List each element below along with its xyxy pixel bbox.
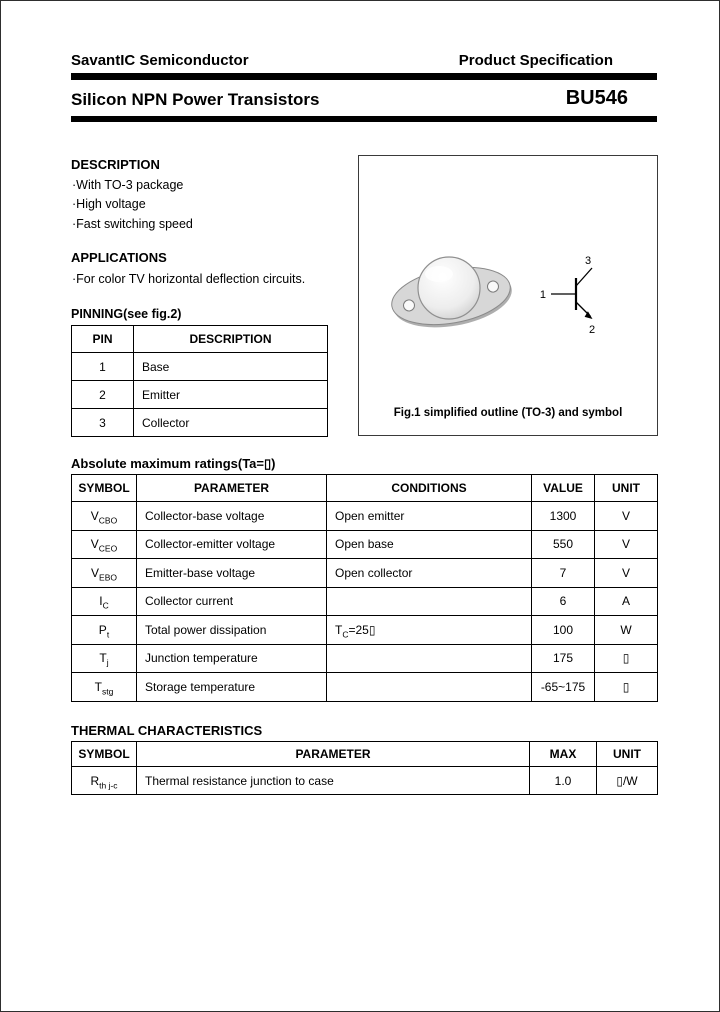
column-header: PIN [72,326,134,353]
ratings-table [71,474,658,702]
table-header-row [72,742,658,767]
applications-heading: APPLICATIONS [71,250,167,265]
table-row [72,530,658,559]
conditions-cell [327,673,532,702]
symbol-text: V [90,537,99,552]
description-heading: DESCRIPTION [71,157,160,172]
symbol-text: P [98,622,107,637]
description-list [72,176,193,234]
conditions-cell: Open emitter [327,502,532,531]
symbol-subscript: t [106,629,110,640]
symbol-cell [72,587,137,616]
symbol-text: I [99,594,103,609]
symbol-text: V [91,565,100,580]
table-row [72,673,658,702]
parameter-cell: Collector-emitter voltage [137,530,327,559]
value-cell: 6 [532,587,595,616]
figure-box [358,155,658,436]
table-row [72,353,328,381]
column-header: UNIT [595,475,658,502]
parameter-cell: Collector current [137,587,327,616]
column-header: SYMBOL [72,742,137,767]
symbol-subscript: CEO [98,543,118,554]
transistor-symbol [551,268,593,319]
table-header-row [72,475,658,502]
collector-pin-label: 3 [584,255,592,267]
symbol-cell [72,673,137,702]
thermal-table [71,741,658,795]
pin-description-cell: Collector [134,409,328,437]
pin-description-cell: Base [134,353,328,381]
base-pin-label: 1 [539,289,546,301]
unit-cell: V [595,559,658,588]
column-header: MAX [530,742,597,767]
table-row [72,381,328,409]
pin-cell: 3 [72,409,134,437]
symbol-subscript: EBO [99,572,117,583]
parameter-cell: Collector-base voltage [137,502,327,531]
thermal-heading: THERMAL CHARACTERISTICS [71,723,263,738]
condition-subscript: C [342,629,349,640]
table-header-row [72,326,328,353]
unit-cell: V [595,502,658,531]
emitter-pin-label: 2 [588,324,596,336]
value-cell: 100 [532,616,595,645]
value-cell: 550 [532,530,595,559]
description-item: ·With TO-3 package [72,178,184,192]
symbol-cell [72,559,137,588]
table-row [72,559,658,588]
max-cell: 1.0 [530,767,597,795]
parameter-cell: Total power dissipation [137,616,327,645]
table-row [72,616,658,645]
part-number: BU546 [565,87,628,109]
to3-package-drawing [387,257,516,336]
conditions-cell [327,644,532,673]
divider-bar [71,116,657,122]
column-header: CONDITIONS [327,475,532,502]
applications-item: ·For color TV horizontal deflection circuits. [72,272,306,286]
symbol-cell [72,644,137,673]
symbol-text: V [90,508,99,523]
conditions-cell: Open base [327,530,532,559]
unit-cell: ▯ [595,644,658,673]
column-header: UNIT [597,742,658,767]
company-name: SavantIC Semiconductor [71,52,249,69]
column-header: VALUE [532,475,595,502]
table-row [72,502,658,531]
table-row [72,767,658,795]
table-row [72,409,328,437]
pin-cell: 1 [72,353,134,381]
symbol-subscript: j [106,657,109,668]
parameter-cell: Thermal resistance junction to case [137,767,530,795]
symbol-subscript: C [102,600,109,611]
value-cell: -65~175 [532,673,595,702]
symbol-subscript: CBO [98,515,118,526]
divider-bar [71,73,657,80]
value-cell: 175 [532,644,595,673]
column-header: DESCRIPTION [134,326,328,353]
figure-drawing [359,156,657,404]
symbol-cell [72,767,137,795]
unit-cell: ▯/W [597,767,658,795]
symbol-subscript: th j-c [99,779,118,790]
table-row [72,587,658,616]
applications-list [72,270,305,289]
value-cell: 1300 [532,502,595,531]
symbol-text: T [94,679,102,694]
condition-text: T [335,622,343,637]
unit-cell: W [595,616,658,645]
pin-cell: 2 [72,381,134,409]
unit-cell: ▯ [595,673,658,702]
symbol-text: T [99,651,107,666]
column-header: PARAMETER [137,475,327,502]
pinning-heading: PINNING(see fig.2) [71,307,182,321]
parameter-cell: Junction temperature [137,644,327,673]
condition-text: =25▯ [348,622,376,637]
conditions-cell [327,587,532,616]
page-title: Silicon NPN Power Transistors [71,90,320,109]
symbol-subscript: stg [102,686,114,697]
symbol-cell [72,530,137,559]
pin-description-cell: Emitter [134,381,328,409]
symbol-cell [72,616,137,645]
description-item: ·High voltage [72,197,146,212]
figure-caption: Fig.1 simplified outline (TO-3) and symbol [393,407,623,419]
value-cell: 7 [532,559,595,588]
ratings-heading: Absolute maximum ratings(Ta=▯) [71,456,276,471]
description-item: ·Fast switching speed [72,216,193,231]
parameter-cell: Emitter-base voltage [137,559,327,588]
conditions-cell [327,616,532,645]
conditions-cell: Open collector [327,559,532,588]
column-header: PARAMETER [137,742,530,767]
unit-cell: V [595,530,658,559]
table-row [72,644,658,673]
column-header: SYMBOL [72,475,137,502]
symbol-cell [72,502,137,531]
parameter-cell: Storage temperature [137,673,327,702]
unit-cell: A [595,587,658,616]
spec-label: Product Specification [458,52,613,69]
symbol-text: R [90,773,100,788]
pinning-table [71,325,328,437]
